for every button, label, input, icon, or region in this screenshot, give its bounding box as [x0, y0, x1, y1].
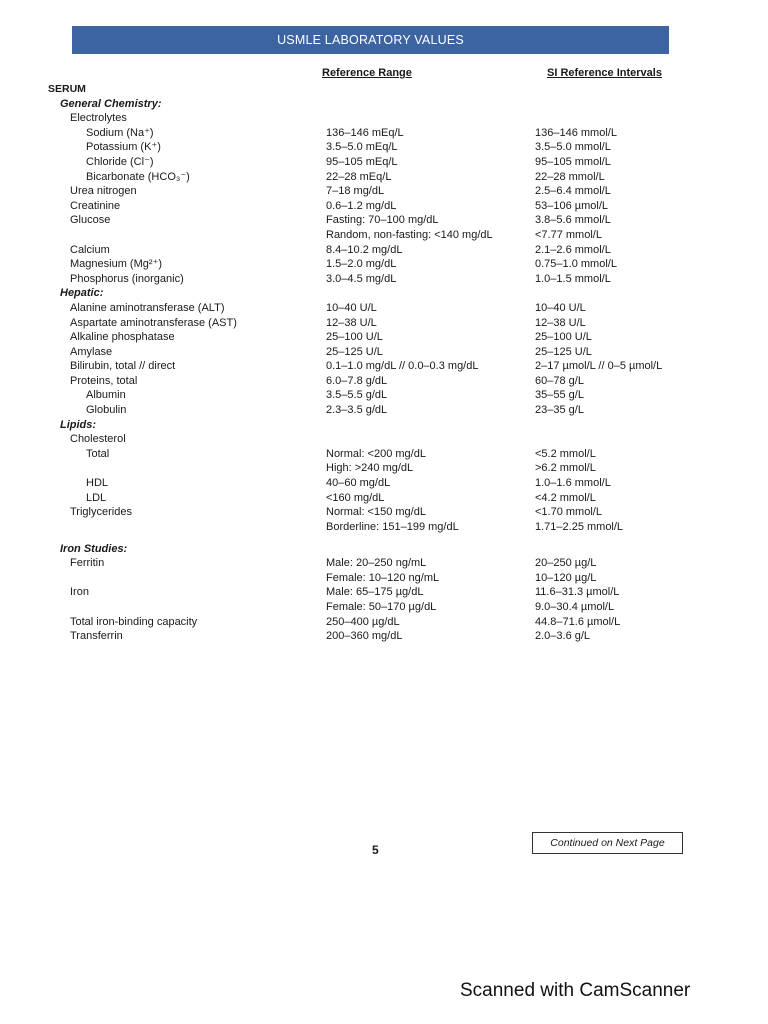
- reference-range-value: 22–28 mEq/L: [326, 170, 392, 183]
- reference-range-value: 2.3–3.5 g/dL: [326, 404, 388, 417]
- reference-range-value: 7–18 mg/dL: [326, 185, 385, 198]
- test-name: LDL: [86, 491, 107, 504]
- si-interval-value: 95–105 mmol/L: [535, 155, 611, 168]
- si-interval-value: 35–55 g/L: [535, 389, 584, 402]
- test-name: Phosphorus (inorganic): [70, 272, 184, 285]
- test-name: Calcium: [70, 243, 110, 256]
- document-title: USMLE LABORATORY VALUES: [277, 33, 464, 47]
- table-row: [0, 243, 768, 258]
- test-name: Total: [86, 447, 110, 460]
- si-interval-value: 0.75–1.0 mmol/L: [535, 258, 617, 271]
- si-interval-value: 1.0–1.5 mmol/L: [535, 272, 611, 285]
- test-name: Urea nitrogen: [70, 185, 137, 198]
- table-row: [0, 359, 768, 374]
- table-row: [0, 184, 768, 199]
- reference-range-header: Reference Range: [322, 67, 412, 79]
- table-row: [0, 629, 768, 644]
- si-interval-value: 23–35 g/L: [535, 404, 584, 417]
- category-heading-row: [0, 286, 768, 301]
- test-name: Iron: [70, 586, 89, 599]
- reference-range-value: Male: 20–250 ng/mL: [326, 557, 427, 570]
- reference-range-value: 10–40 U/L: [326, 301, 377, 314]
- table-row: [0, 272, 768, 287]
- table-row: [0, 447, 768, 462]
- table-row: [0, 374, 768, 389]
- si-interval-value: <1.70 mmol/L: [535, 506, 602, 519]
- document-title-banner: [72, 26, 669, 54]
- table-row: [0, 257, 768, 272]
- test-name: Globulin: [86, 404, 127, 417]
- test-name: Albumin: [86, 389, 126, 402]
- si-interval-value: 22–28 mmol/L: [535, 170, 605, 183]
- table-row: [0, 301, 768, 316]
- reference-range-value: 25–100 U/L: [326, 331, 383, 344]
- si-interval-value: 136–146 mmol/L: [535, 126, 617, 139]
- test-name: Ferritin: [70, 557, 105, 570]
- si-interval-value: 2–17 µmol/L // 0–5 µmol/L: [535, 360, 663, 373]
- si-interval-value: <4.2 mmol/L: [535, 491, 596, 504]
- continued-label: Continued on Next Page: [550, 837, 665, 849]
- reference-range-value: 0.1–1.0 mg/dL // 0.0–0.3 mg/dL: [326, 360, 479, 373]
- si-interval-value: 20–250 µg/L: [535, 557, 597, 570]
- table-row: [0, 140, 768, 155]
- table-row: [0, 345, 768, 360]
- reference-range-value: Normal: <200 mg/dL: [326, 447, 426, 460]
- category-heading-row: [0, 97, 768, 112]
- test-name: Potassium (K⁺): [86, 141, 161, 154]
- table-row: [0, 199, 768, 214]
- table-row: [0, 388, 768, 403]
- table-row: [0, 556, 768, 571]
- reference-range-value: Fasting: 70–100 mg/dL: [326, 214, 439, 227]
- si-interval-value: 2.5–6.4 mmol/L: [535, 185, 611, 198]
- si-interval-value: >6.2 mmol/L: [535, 462, 596, 475]
- reference-range-value: Normal: <150 mg/dL: [326, 506, 426, 519]
- test-name: Proteins, total: [70, 374, 138, 387]
- test-name: Amylase: [70, 345, 113, 358]
- test-name: Cholesterol: [70, 433, 126, 446]
- reference-range-value: 0.6–1.2 mg/dL: [326, 199, 397, 212]
- table-row: [0, 615, 768, 630]
- reference-range-value: 6.0–7.8 g/dL: [326, 374, 388, 387]
- table-row: [0, 213, 768, 228]
- continued-box: [532, 832, 683, 854]
- reference-range-value: Random, non-fasting: <140 mg/dL: [326, 228, 493, 241]
- table-row: [0, 520, 768, 535]
- test-name: Transferrin: [70, 630, 123, 643]
- table-row: [0, 111, 768, 126]
- si-interval-value: 12–38 U/L: [535, 316, 586, 329]
- table-row: [0, 600, 768, 615]
- si-interval-value: 1.0–1.6 mmol/L: [535, 477, 611, 490]
- scanner-watermark: Scanned with CamScanner: [460, 980, 691, 1001]
- test-name: Creatinine: [70, 199, 121, 212]
- test-name: Chloride (Cl⁻): [86, 155, 154, 168]
- reference-range-value: Borderline: 151–199 mg/dL: [326, 520, 459, 533]
- si-interval-value: 2.1–2.6 mmol/L: [535, 243, 611, 256]
- test-name: Triglycerides: [70, 506, 132, 519]
- category-label: Iron Studies:: [60, 542, 128, 555]
- si-reference-header: SI Reference Intervals: [547, 67, 662, 79]
- reference-range-value: High: >240 mg/dL: [326, 462, 414, 475]
- si-interval-value: 9.0–30.4 µmol/L: [535, 601, 615, 614]
- reference-range-value: 8.4–10.2 mg/dL: [326, 243, 403, 256]
- test-name: Total iron-binding capacity: [70, 615, 198, 628]
- si-interval-value: 25–125 U/L: [535, 345, 592, 358]
- si-interval-value: 44.8–71.6 µmol/L: [535, 615, 621, 628]
- test-name: Glucose: [70, 214, 111, 227]
- reference-range-value: 95–105 mEq/L: [326, 155, 398, 168]
- si-interval-value: 11.6–31.3 µmol/L: [535, 586, 620, 599]
- si-interval-value: <7.77 mmol/L: [535, 228, 602, 241]
- test-name: Alanine aminotransferase (ALT): [70, 301, 225, 314]
- reference-range-value: 40–60 mg/dL: [326, 477, 391, 490]
- reference-range-value: 12–38 U/L: [326, 316, 377, 329]
- reference-range-value: Male: 65–175 µg/dL: [326, 586, 424, 599]
- test-name: Bicarbonate (HCO₃⁻): [86, 170, 190, 183]
- si-interval-value: 3.8–5.6 mmol/L: [535, 214, 611, 227]
- category-label: Lipids:: [60, 418, 97, 431]
- test-name: Alkaline phosphatase: [70, 331, 175, 344]
- lab-values-table: [0, 82, 768, 644]
- reference-range-value: <160 mg/dL: [326, 491, 385, 504]
- table-row: [0, 432, 768, 447]
- test-name: Aspartate aminotransferase (AST): [70, 316, 237, 329]
- table-row: [0, 330, 768, 345]
- test-name: HDL: [86, 477, 109, 490]
- reference-range-value: 3.0–4.5 mg/dL: [326, 272, 397, 285]
- test-name: Electrolytes: [70, 112, 127, 125]
- reference-range-value: 3.5–5.5 g/dL: [326, 389, 388, 402]
- reference-range-value: 200–360 mg/dL: [326, 630, 403, 643]
- table-row: [0, 585, 768, 600]
- si-interval-value: 2.0–3.6 g/L: [535, 630, 591, 643]
- si-interval-value: 10–120 µg/L: [535, 571, 597, 584]
- page-number: 5: [372, 843, 379, 857]
- test-name: Bilirubin, total // direct: [70, 360, 176, 373]
- category-heading-row: [0, 542, 768, 557]
- reference-range-value: 25–125 U/L: [326, 345, 383, 358]
- category-label: Hepatic:: [60, 287, 104, 300]
- table-row: [0, 126, 768, 141]
- section-label: SERUM: [48, 83, 86, 95]
- si-interval-value: 60–78 g/L: [535, 374, 584, 387]
- spacer-row: [0, 534, 768, 541]
- table-row: [0, 403, 768, 418]
- test-name: Magnesium (Mg²⁺): [70, 258, 162, 271]
- table-row: [0, 316, 768, 331]
- si-interval-value: 10–40 U/L: [535, 301, 586, 314]
- table-row: [0, 571, 768, 586]
- si-interval-value: 3.5–5.0 mmol/L: [535, 141, 611, 154]
- test-name: Sodium (Na⁺): [86, 126, 154, 139]
- table-row: [0, 476, 768, 491]
- reference-range-value: 250–400 µg/dL: [326, 615, 400, 628]
- reference-range-value: 3.5–5.0 mEq/L: [326, 141, 398, 154]
- category-heading-row: [0, 418, 768, 433]
- si-interval-value: 1.71–2.25 mmol/L: [535, 520, 624, 533]
- si-interval-value: <5.2 mmol/L: [535, 447, 596, 460]
- reference-range-value: Female: 50–170 µg/dL: [326, 601, 437, 614]
- reference-range-value: Female: 10–120 ng/mL: [326, 571, 440, 584]
- table-row: [0, 491, 768, 506]
- table-row: [0, 155, 768, 170]
- si-interval-value: 25–100 U/L: [535, 331, 592, 344]
- si-interval-value: 53–106 µmol/L: [535, 199, 608, 212]
- category-label: General Chemistry:: [60, 97, 162, 110]
- section-heading-row: [0, 82, 768, 97]
- reference-range-value: 1.5–2.0 mg/dL: [326, 258, 397, 271]
- table-row: [0, 461, 768, 476]
- reference-range-value: 136–146 mEq/L: [326, 126, 404, 139]
- table-row: [0, 170, 768, 185]
- table-row: [0, 505, 768, 520]
- table-row: [0, 228, 768, 243]
